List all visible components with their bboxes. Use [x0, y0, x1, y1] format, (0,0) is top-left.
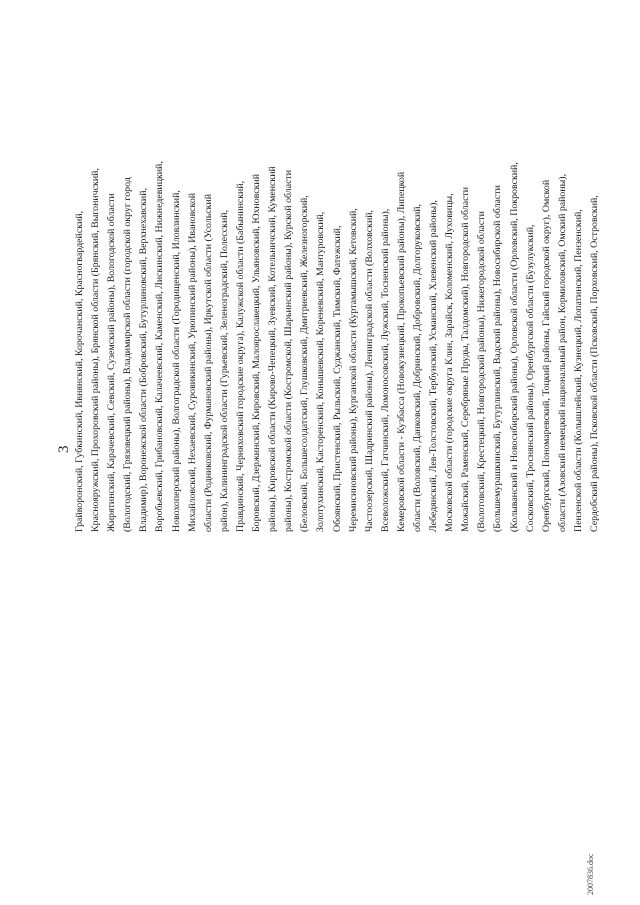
text-line: Жирятинский, Карачевский, Севский, Суземский районы), Вологодской области: [106, 193, 118, 532]
text-line: (Вологодский, Грязовецкий районы), Владимирской области (городской округ город: [122, 177, 134, 532]
body-text: [72, 19, 600, 532]
text-line: Воробьевский, Грибановский, Калачеевский, Каменский, Лискинский, Нижнедевицкий,: [154, 161, 166, 532]
text-line: Правдинский, Черняховский городские округа), Калужской области (Бабынинский,: [234, 180, 246, 532]
text-line: области (Родниковский, Фурмановский районы), Иркутской области (Усольский: [202, 193, 214, 532]
footer-filename: 2007836.doc: [586, 853, 595, 895]
text-line: Можайский, Раменский, Серебряные Пруды, Талдомский), Новгородской области: [460, 186, 472, 532]
text-line: Московской области (городские округа Клин, Зарайск, Коломенский, Луховицы,: [444, 193, 456, 532]
text-line: Черемисиновский районы), Курганской области (Куртамышский, Кетовский,: [347, 208, 359, 532]
text-line: Оренбургский, Пономаревский, Тоцкий районы, Гайский городской округ), Омской: [540, 179, 552, 532]
text-line: Всеволожский, Гатчинский, Ломоносовский, Лужский, Тосненский районы),: [379, 208, 391, 532]
text-line: Частоозерский, Шадринский районы), Ленинградской области (Волховский,: [363, 210, 375, 532]
page-number: 3: [56, 445, 72, 453]
text-line: районы), Кировской области (Кирово-Чепецкий, Зуевский, Котельничский, Куменский: [267, 166, 279, 532]
text-line: районы), Костромской области (Костромской, Шарьинский районы), Курской области: [283, 169, 295, 532]
text-line: (Волотовский, Крестецкий, Новгородский районы), Нижегородской области: [476, 211, 488, 532]
text-line: Владимир), Воронежской области (Бобровский, Бутурлиновский, Верхнехавский,: [138, 188, 150, 532]
text-line: (Беловский, Большесолдатский, Глушковский, Дмитриевский, Железногорский,: [299, 195, 311, 532]
text-line: Кемеровской области - Кузбасса (Новокузнецкий, Прокопьевский районы), Липецкой: [395, 171, 407, 532]
text-line: Сосковский, Троснянский районы), Оренбургской области (Бузулукский,: [524, 224, 536, 532]
text-line: Пензенской области (Колышлейский, Кузнецкий, Лопатинский, Пензенский,: [572, 209, 584, 532]
text-line: Золотухинский, Касторенский, Конышевский, Кореневский, Мантуровский,: [315, 211, 327, 532]
text-line: области (Воловский, Данковский, Добринский, Добровский, Долгоруковский,: [411, 203, 423, 532]
text-line: (Большемурашкинский, Бутурлинский, Вадский районы), Новосибирской области: [492, 185, 504, 532]
text-line: области (Азовский немецкий национальный район, Кормиловский, Омский районы),: [556, 173, 568, 532]
text-line: Михайловский, Нехаевский, Суровикинский, Урюпинский районы), Ивановской: [186, 192, 198, 532]
text-line: Сердобский районы), Псковской области (Псковский, Порховский, Островский,: [589, 195, 600, 532]
text-line: Грайворонский, Губкинский, Ивнянский, Корочанский, Красногвардейский,: [74, 210, 85, 532]
text-line: Краснояружский, Прохоровский районы), Брянской области (Брянский, Выгоничский,: [90, 168, 102, 532]
text-line: Боровский, Дзержинский, Кировский, Малоярославецкий, Ульяновский, Юхновский: [251, 174, 263, 532]
text-line: район), Калининградской области (Гурьевский, Зеленоградский, Полесский,: [218, 209, 230, 532]
text-line: Обоянский, Пристенский, Рыльский, Суджанский, Тимский, Фатежский,: [331, 225, 343, 532]
text-line: Лебедянский, Лев-Толстовский, Тербунский, Усманский, Хлевенский районы),: [428, 200, 440, 532]
text-line: Новохоперский районы), Волгоградской области (Городищенский, Иловлинский,: [170, 190, 182, 532]
text-line: (Колыванский и Новосибирский районы), Орловской области (Орловский, Покровский,: [508, 162, 520, 532]
